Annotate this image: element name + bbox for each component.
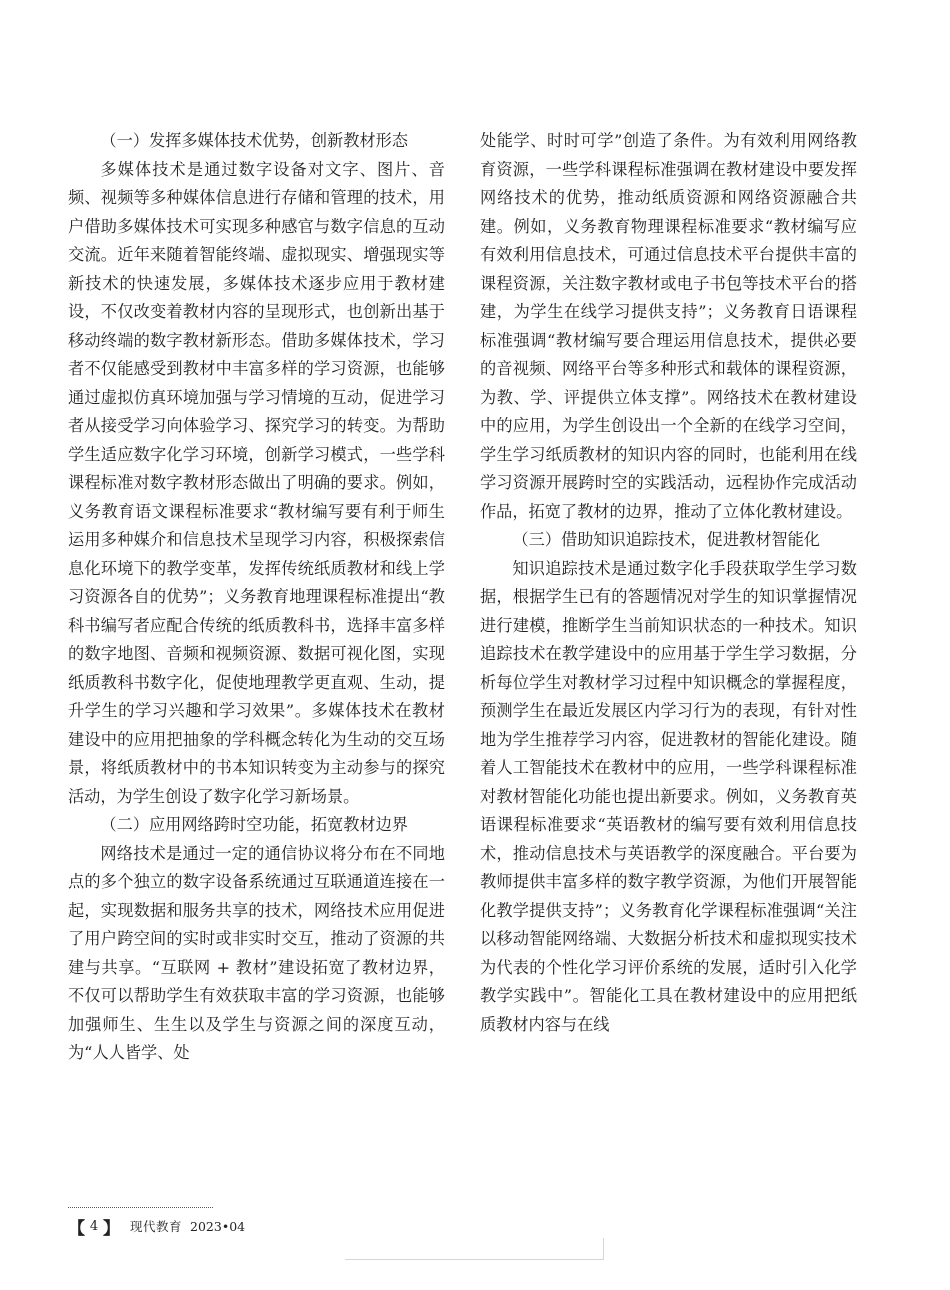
footer-dotted-rule: [68, 1207, 213, 1208]
right-column: [480, 127, 857, 1039]
left-column: [68, 127, 445, 1068]
bottom-border-line: [345, 1238, 604, 1260]
page-number: 4: [89, 1218, 99, 1234]
section-heading-1: （一）发挥多媒体技术优势，创新教材形态: [100, 131, 408, 150]
section-heading-3: （三）借助知识追踪技术，促进教材智能化: [512, 530, 820, 549]
footer-bracket-open: 【: [68, 1218, 85, 1239]
paragraph-network-continued: 处能学、时时可学”创造了条件。为有效利用网络教育资源，一些学科课程标准强调在教材建设中要发挥网络技术的优势，推动纸质资源和网络资源融合共建。例如，义务教育物理课程标准要求“教材编写应有效利用信息技术，可通过信息技术平台提供丰富的课程资源，关注数字教材或电子书包等技术平台的搭建，为学生在线学习提供支持”；义务教育日语课程标准强调“教材编写要合理运用信息技术，提供必要的音视频、网络平台等多种形式和载体的课程资源，为教、学、评提供立体支撑”。网络技术在教材建设中的应用，为学生创设出一个全新的在线学习空间，学生学习纸质教材的知识内容的同时，也能利用在线学习资源开展跨时空的实践活动，远程协作完成活动作品，拓宽了教材的边界，推动了立体化教材建设。: [480, 131, 857, 521]
footer-bracket-close: 】: [103, 1218, 120, 1239]
section-heading-2: （二）应用网络跨时空功能，拓宽教材边界: [100, 815, 408, 834]
journal-issue: 2023•04: [190, 1218, 246, 1234]
paragraph-multimedia: 多媒体技术是通过数字设备对文字、图片、音频、视频等多种媒体信息进行存储和管理的技术，用户借助多媒体技术可实现多种感官与数字信息的互动交流。近年来随着智能终端、虚拟现实、增强现实等新技术的快速发展，多媒体技术逐步应用于教材建设，不仅改变着教材内容的呈现形式，也创新出基于移动终端的数字教材新形态。借助多媒体技术，学习者不仅能感受到教材中丰富多样的学习资源，也能够通过虚拟仿真环境加强与学习情境的互动，促进学习者从接受学习向体验学习、探究学习的转变。为帮助学生适应数字化学习环境，创新学习模式，一些学科课程标准对数字教材形态做出了明确的要求。例如，义务教育语文课程标准要求“教材编写要有利于师生运用多种媒介和信息技术呈现学习内容，积极探索信息化环境下的教学变革，发挥传统纸质教材和线上学习资源各自的优势”；义务教育地理课程标准提出“教科书编写者应配合传统的纸质教科书，选择丰富多样的数字地图、音频和视频资源、数据可视化图，实现纸质教科书数字化，促使地理教学更直观、生动，提升学生的学习兴趣和学习效果”。多媒体技术在教材建设中的应用把抽象的学科概念转化为生动的交互场景，将纸质教材中的书本知识转变为主动参与的探究活动，为学生创设了数字化学习新场景。: [68, 159, 445, 806]
paragraph-knowledge-tracing: 知识追踪技术是通过数字化手段获取学生学习数据，根据学生已有的答题情况对学生的知识掌握情况进行建模，推断学生当前知识状态的一种技术。知识追踪技术在教学建设中的应用基于学生学习数据，分析每位学生对教材学习过程中知识概念的掌握程度，预测学生在最近发展区内学习行为的表现，有针对性地为学生推荐学习内容，促进教材的智能化建设。随着人工智能技术在教材中的应用，一些学科课程标准对教材智能化功能也提出新要求。例如，义务教育英语课程标准要求“英语教材的编写要有效利用信息技术，推动信息技术与英语教学的深度融合。平台要为教师提供丰富多样的数字教学资源，为他们开展智能化教学提供支持”；义务教育化学课程标准强调“关注以移动智能网络端、大数据分析技术和虚拟现实技术为代表的个性化学习评价系统的发展，适时引入化学教学实践中”。智能化工具在教材建设中的应用把纸质教材内容与在线: [480, 558, 857, 1034]
page-footer: [68, 1213, 245, 1239]
paragraph-network: 网络技术是通过一定的通信协议将分布在不同地点的多个独立的数字设备系统通过互联通道连接在一起，实现数据和服务共享的技术，网络技术应用促进了用户跨空间的实时或非实时交互，推动了资源的共建与共享。“互联网 + 教材”建设拓宽了教材边界，不仅可以帮助学生有效获取丰富的学习资源，也能够加强师生、生生以及学生与资源之间的深度互动，为“人人皆学、处: [68, 843, 445, 1062]
journal-name: 现代教育: [130, 1219, 183, 1234]
